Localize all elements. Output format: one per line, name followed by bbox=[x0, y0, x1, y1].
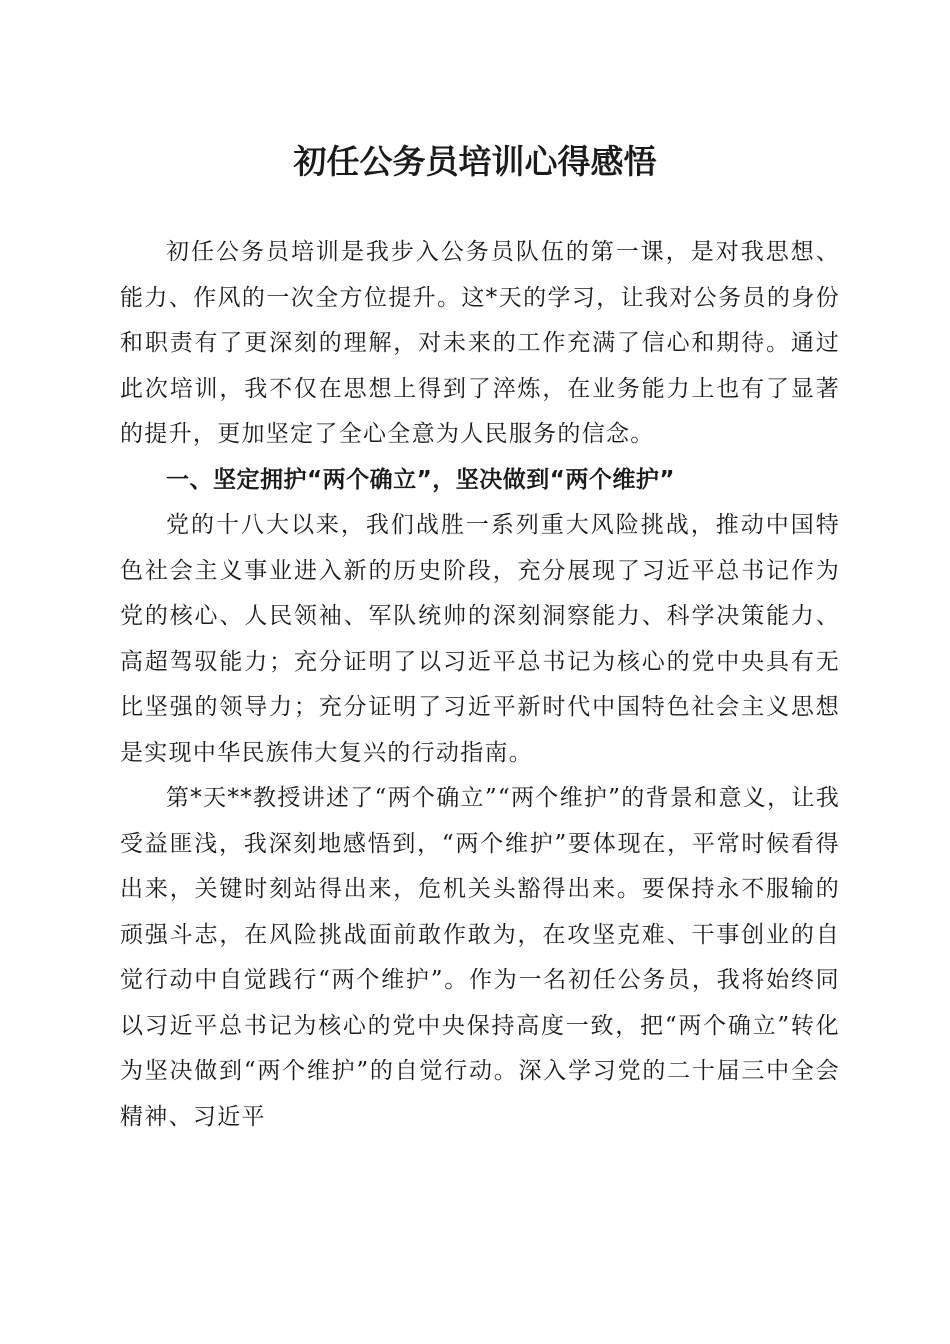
section1-paragraph-2: 第*天**教授讲述了“两个确立”“两个维护”的背景和意义，让我受益匪浅，我深刻地感悟到，“两个维护”要体现在，平常时候看得出来，关键时刻站得出来，危机关头豁得出来。要保持永不服输的顽强斗志，在风险挑战面前敢作敢为，在攻坚克难、干事创业的自觉行动中自觉践行“两个维护”。作为一名初任公务员，我将始终同以习近平总书记为核心的党中央保持高度一致，把“两个确立”转化为坚决做到“两个维护”的自觉行动。深入学习党的二十届三中全会精神、习近平 bbox=[120, 785, 840, 1130]
intro-paragraph: 初任公务员培训是我步入公务员队伍的第一课，是对我思想、能力、作风的一次全方位提升。这*天的学习，让我对公务员的身份和职责有了更深刻的理解，对未来的工作充满了信心和期待。通过此次培训，我不仅在思想上得到了淬炼，在业务能力上也有了显著的提升，更加坚定了全心全意为人民服务的信念。 bbox=[120, 239, 840, 447]
section1-paragraph-1: 党的十八大以来，我们战胜一系列重大风险挑战，推动中国特色社会主义事业进入新的历史阶段，充分展现了习近平总书记作为党的核心、人民领袖、军队统帅的深刻洞察能力、科学决策能力、高超驾驭能力；充分证明了以习近平总书记为核心的党中央具有无比坚强的领导力；充分证明了习近平新时代中国特色社会主义思想是实现中华民族伟大复兴的行动指南。 bbox=[120, 512, 840, 766]
section-heading-1: 一、坚定拥护“两个确立”，坚决做到“两个维护” bbox=[166, 466, 675, 493]
document-body bbox=[120, 230, 840, 1140]
document-title: 初任公务员培训心得感悟 bbox=[293, 142, 657, 181]
